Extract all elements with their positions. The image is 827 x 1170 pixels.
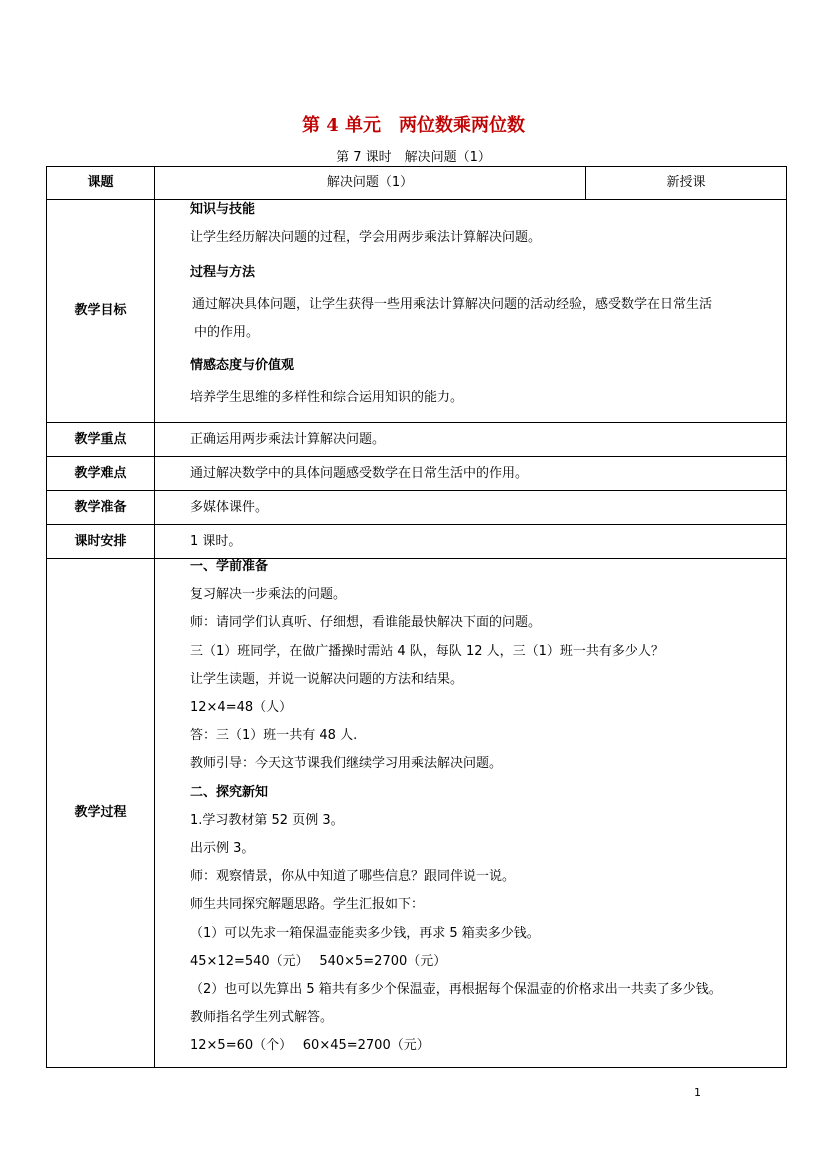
process-line: 答：三（1）班一共有 48 人. <box>190 728 358 744</box>
preparation-row <box>47 491 787 525</box>
process-line: 教师指名学生列式解答。 <box>190 1010 334 1026</box>
lesson-subtitle: 第 7 课时 解决问题（1） <box>336 150 491 165</box>
process-line: 让学生读题，并说一说解决问题的方法和结果。 <box>190 671 464 687</box>
topic-row <box>47 167 787 200</box>
difficulty-label: 教学难点 <box>47 457 155 491</box>
preparation-text: 多媒体课件。 <box>155 491 787 525</box>
process-line: 师生共同探究解题思路。学生汇报如下： <box>190 897 425 913</box>
process-label: 教学过程 <box>47 559 155 1068</box>
goal-text-process: 通过解决具体问题，让学生获得一些用乘法计算解决问题的活动经验，感受数学在日常生活 <box>192 297 713 312</box>
preparation-label: 教学准备 <box>47 491 155 525</box>
difficulty-text: 通过解决数学中的具体问题感受数学在日常生活中的作用。 <box>155 457 787 491</box>
lesson-plan-table <box>46 166 787 1068</box>
goal-heading-process: 过程与方法 <box>190 265 256 280</box>
goal-heading-attitude: 情感态度与价值观 <box>190 358 295 373</box>
process-line: 师：观察情景，你从中知道了哪些信息？跟同伴说一说。 <box>190 869 516 885</box>
goals-row <box>47 200 787 423</box>
topic-value: 解决问题（1） <box>155 167 586 200</box>
goals-label: 教学目标 <box>47 200 155 423</box>
page-number: 1 <box>694 1086 701 1099</box>
process-line: 1.学习教材第 52 页例 3。 <box>190 812 344 828</box>
difficulty-row <box>47 457 787 491</box>
key-point-text: 正确运用两步乘法计算解决问题。 <box>155 423 787 457</box>
process-content <box>155 559 787 1068</box>
goal-text-process-cont: 中的作用。 <box>194 325 260 340</box>
process-line: 出示例 3。 <box>190 841 255 857</box>
goal-text-attitude: 培养学生思维的多样性和综合运用知识的能力。 <box>190 390 464 405</box>
process-row <box>47 559 787 1068</box>
goal-text-knowledge: 让学生经历解决问题的过程，学会用两步乘法计算解决问题。 <box>190 230 542 245</box>
topic-label: 课题 <box>47 167 155 200</box>
process-line: 教师引导：今天这节课我们继续学习用乘法解决问题。 <box>190 756 503 772</box>
process-line: 师：请同学们认真听、仔细想，看谁能最快解决下面的问题。 <box>190 615 542 631</box>
key-point-label: 教学重点 <box>47 423 155 457</box>
process-line: （2）也可以先算出 5 箱共有多少个保温壶，再根据每个保温壶的价格求出一共卖了多少钱。 <box>190 982 722 998</box>
goals-content <box>155 200 787 423</box>
process-section-heading: 一、学前准备 <box>190 559 269 574</box>
process-line: 复习解决一步乘法的问题。 <box>190 587 347 603</box>
process-line: （1）可以先求一箱保温壶能卖多少钱，再求 5 箱卖多少钱。 <box>190 925 540 941</box>
lesson-type: 新授课 <box>586 167 787 200</box>
key-point-row <box>47 423 787 457</box>
goal-heading-knowledge: 知识与技能 <box>190 202 256 217</box>
process-line: 三（1）班同学，在做广播操时需站 4 队，每队 12 人，三（1）班一共有多少人？ <box>190 643 664 659</box>
page-title: 第 4 单元 两位数乘两位数 <box>301 115 526 136</box>
schedule-label: 课时安排 <box>47 525 155 559</box>
process-line: 45×12=540（元） 540×5=2700（元） <box>190 953 447 969</box>
process-line: 12×5=60（个） 60×45=2700（元） <box>190 1038 430 1054</box>
schedule-text: 1 课时。 <box>155 525 787 559</box>
process-line: 12×4=48（人） <box>190 700 293 716</box>
process-section-heading: 二、探究新知 <box>190 784 269 800</box>
